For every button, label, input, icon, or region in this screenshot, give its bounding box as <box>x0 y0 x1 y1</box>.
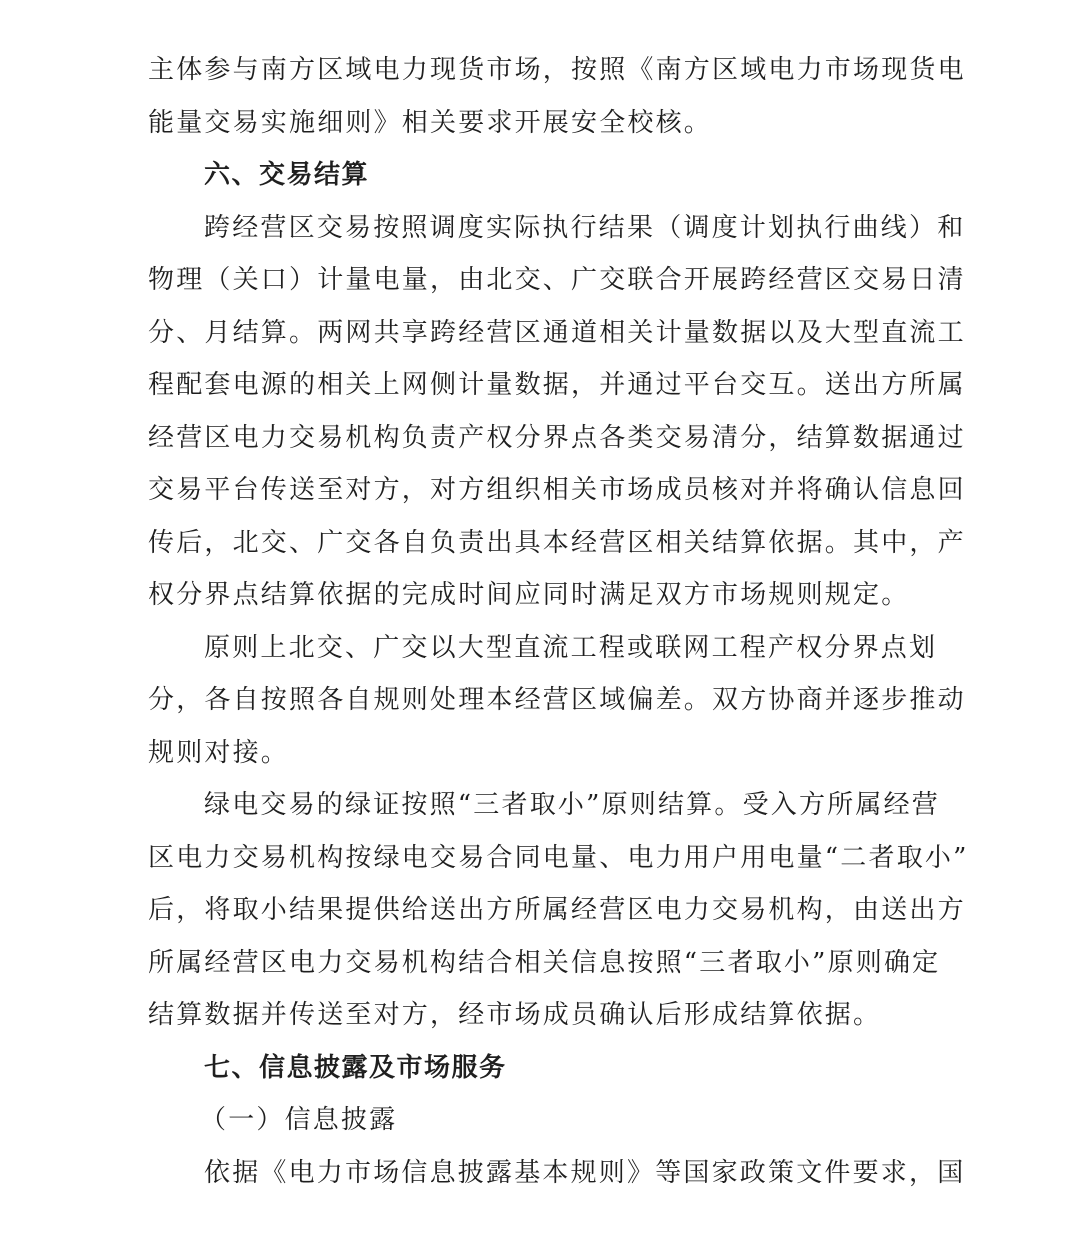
text-line: 传后，北交、广交各自负责出具本经营区相关结算依据。其中，产 <box>148 527 966 558</box>
text-line: 结算数据并传送至对方，经市场成员确认后形成结算依据。 <box>148 1000 882 1030</box>
text-line: 交易平台传送至对方，对方组织相关市场成员核对并将确认信息回 <box>148 475 966 505</box>
document-page <box>148 44 969 1199</box>
text-line: 所属经营区电力交易机构结合相关信息按照“三者取小”原则确定 <box>148 947 941 978</box>
text-line: 能量交易实施细则》相关要求开展安全校核。 <box>148 107 713 138</box>
section-heading: 六、交易结算 <box>204 160 370 190</box>
text-line: 分，各自按照各自规则处理本经营区域偏差。双方协商并逐步推动 <box>148 685 966 715</box>
text-line: 分、月结算。两网共享跨经营区通道相关计量数据以及大型直流工 <box>148 317 966 348</box>
text-line: 主体参与南方区域电力现货市场，按照《南方区域电力市场现货电 <box>148 55 966 85</box>
text-line: 绿电交易的绿证按照“三者取小”原则结算。受入方所属经营 <box>204 790 940 820</box>
text-line: 区电力交易机构按绿电交易合同电量、电力用户用电量“二者取小” <box>148 842 969 873</box>
text-line: 权分界点结算依据的完成时间应同时满足双方市场规则规定。 <box>148 580 910 610</box>
text-line: 经营区电力交易机构负责产权分界点各类交易清分，结算数据通过 <box>148 422 966 453</box>
text-line: 依据《电力市场信息披露基本规则》等国家政策文件要求，国 <box>204 1157 966 1188</box>
text-line: 规则对接。 <box>148 737 290 768</box>
text-line: 后，将取小结果提供给送出方所属经营区电力交易机构，由送出方 <box>148 895 966 925</box>
text-line: 跨经营区交易按照调度实际执行结果（调度计划执行曲线）和 <box>204 212 966 243</box>
text-line: 程配套电源的相关上网侧计量数据，并通过平台交互。送出方所属 <box>148 370 966 400</box>
section-heading: 七、信息披露及市场服务 <box>204 1052 507 1083</box>
subsection-heading: （一）信息披露 <box>200 1105 398 1135</box>
text-line: 物理（关口）计量电量，由北交、广交联合开展跨经营区交易日清 <box>148 265 966 295</box>
text-line: 原则上北交、广交以大型直流工程或联网工程产权分界点划 <box>204 632 938 663</box>
